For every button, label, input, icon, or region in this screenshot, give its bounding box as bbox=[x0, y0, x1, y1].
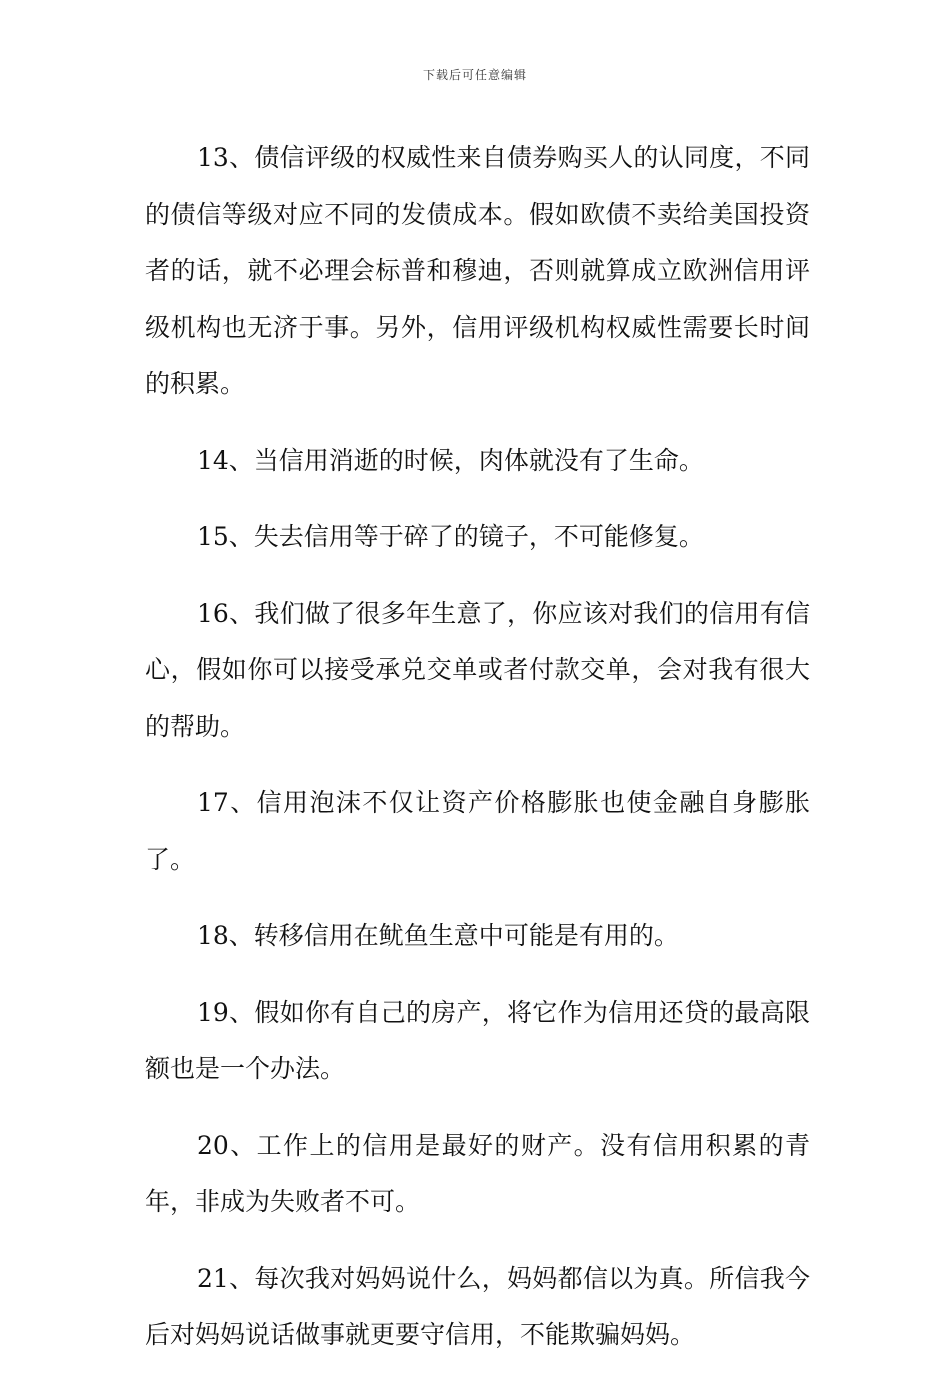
paragraph-16: 16、我们做了很多年生意了，你应该对我们的信用有信心，假如你可以接受承兑交单或者付款交单，会对我有很大的帮助。 bbox=[145, 598, 810, 741]
paragraph-21: 21、每次我对妈妈说什么，妈妈都信以为真。所信我今后对妈妈说话做事就更要守信用，不能欺骗妈妈。 bbox=[145, 1263, 810, 1349]
paragraph-19: 19、假如你有自己的房产，将它作为信用还贷的最高限额也是一个办法。 bbox=[145, 997, 810, 1083]
page-header-note: 下载后可任意编辑 bbox=[422, 68, 527, 82]
paragraph-20: 20、工作上的信用是最好的财产。没有信用积累的青年，非成为失败者不可。 bbox=[145, 1130, 810, 1216]
paragraph-13: 13、债信评级的权威性来自债券购买人的认同度，不同的债信等级对应不同的发债成本。假如欧债不卖给美国投资者的话，就不必理会标普和穆迪，否则就算成立欧洲信用评级机构也无济于事。另外，信用评级机构权威性需要长时间的积累。 bbox=[145, 143, 810, 398]
paragraph-15: 15、失去信用等于碎了的镜子，不可能修复。 bbox=[197, 522, 704, 551]
document-body bbox=[145, 130, 810, 1384]
paragraph-18: 18、转移信用在鱿鱼生意中可能是有用的。 bbox=[197, 921, 679, 950]
paragraph-14: 14、当信用消逝的时候，肉体就没有了生命。 bbox=[197, 445, 704, 475]
paragraph-17: 17、信用泡沫不仅让资产价格膨胀也使金融自身膨胀了。 bbox=[145, 788, 810, 874]
